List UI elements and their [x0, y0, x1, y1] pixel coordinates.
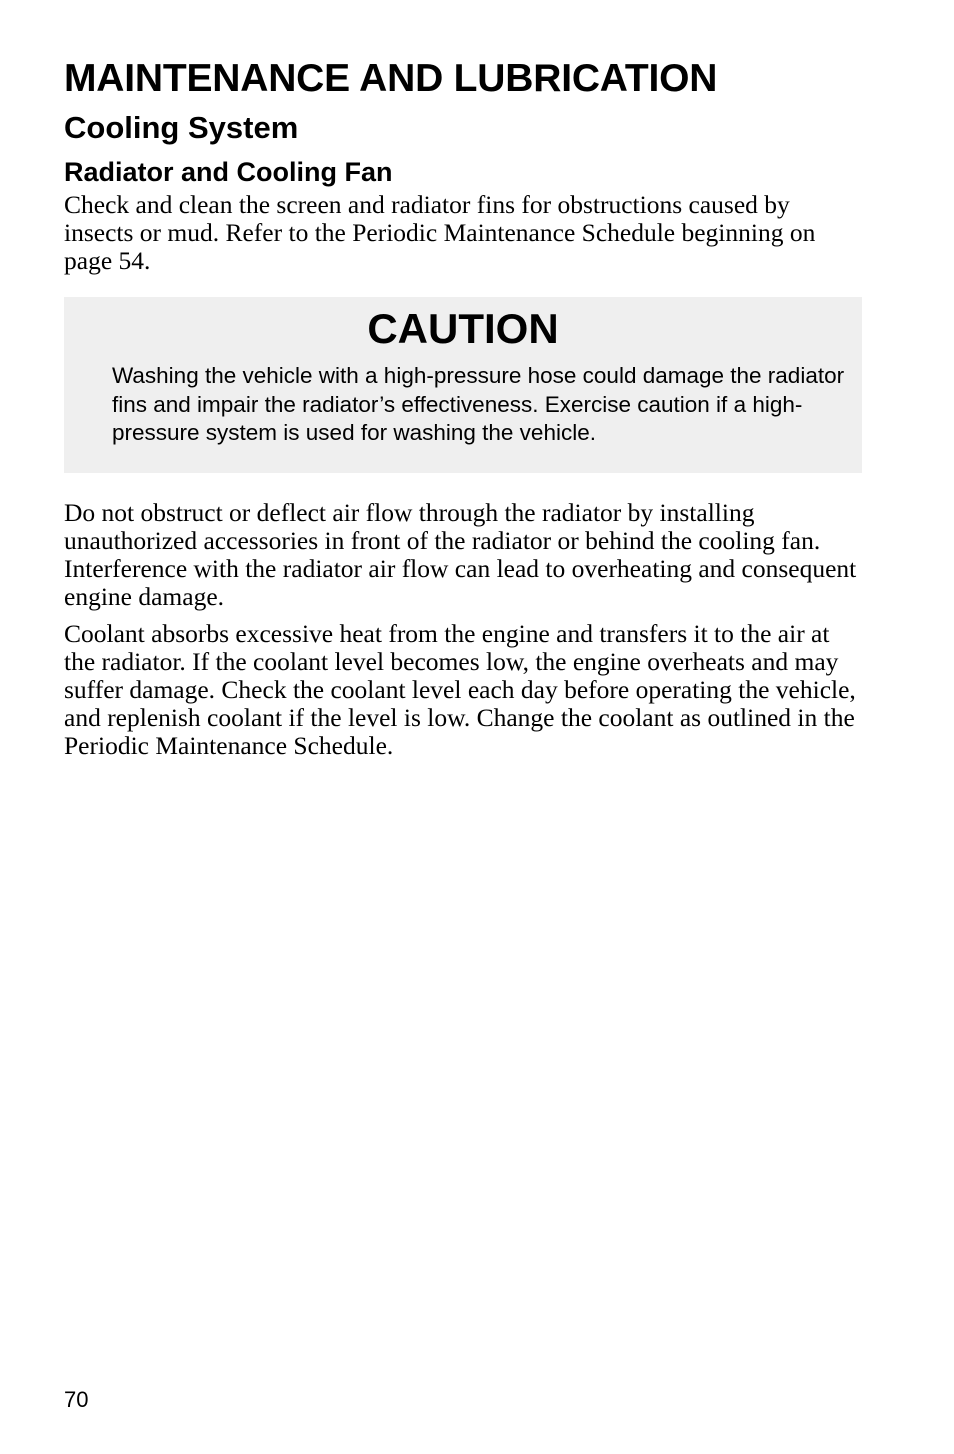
caution-text: Washing the vehicle with a high-pressure hose could damage the radiator fins and impair the radiator’s effectiveness. Exercise caution if a high-pressure system is used for washing the vehicle.: [112, 363, 845, 445]
coolant-paragraph: Coolant absorbs excessive heat from the engine and transfers it to the air at the radiator. If the coolant level becomes low, the engine overheats and may suffer damage. Check the coolant level each day before operating the vehicle, and replenish coolant if the level is low. Change the coolant as outlined in the Periodic Maintenance Schedule.: [64, 619, 856, 760]
page-content: [64, 56, 864, 760]
caution-title: CAUTION: [367, 305, 559, 352]
section-heading: MAINTENANCE AND LUBRICATION: [64, 57, 718, 100]
topic-heading: Radiator and Cooling Fan: [64, 157, 393, 187]
intro-paragraph: Check and clean the screen and radiator fins for obstructions caused by insects or mud. Refer to the Periodic Maintenance Schedule beginning on page 54.: [64, 190, 816, 275]
subsection-heading: Cooling System: [64, 110, 299, 145]
caution-box: [64, 297, 862, 473]
page-number: 70: [64, 1387, 89, 1412]
airflow-paragraph: Do not obstruct or deflect air flow through the radiator by installing unauthorized accessories in front of the radiator or behind the cooling fan. Interference with the radiator air flow can lead to overheating and consequent engine damage.: [64, 498, 857, 611]
